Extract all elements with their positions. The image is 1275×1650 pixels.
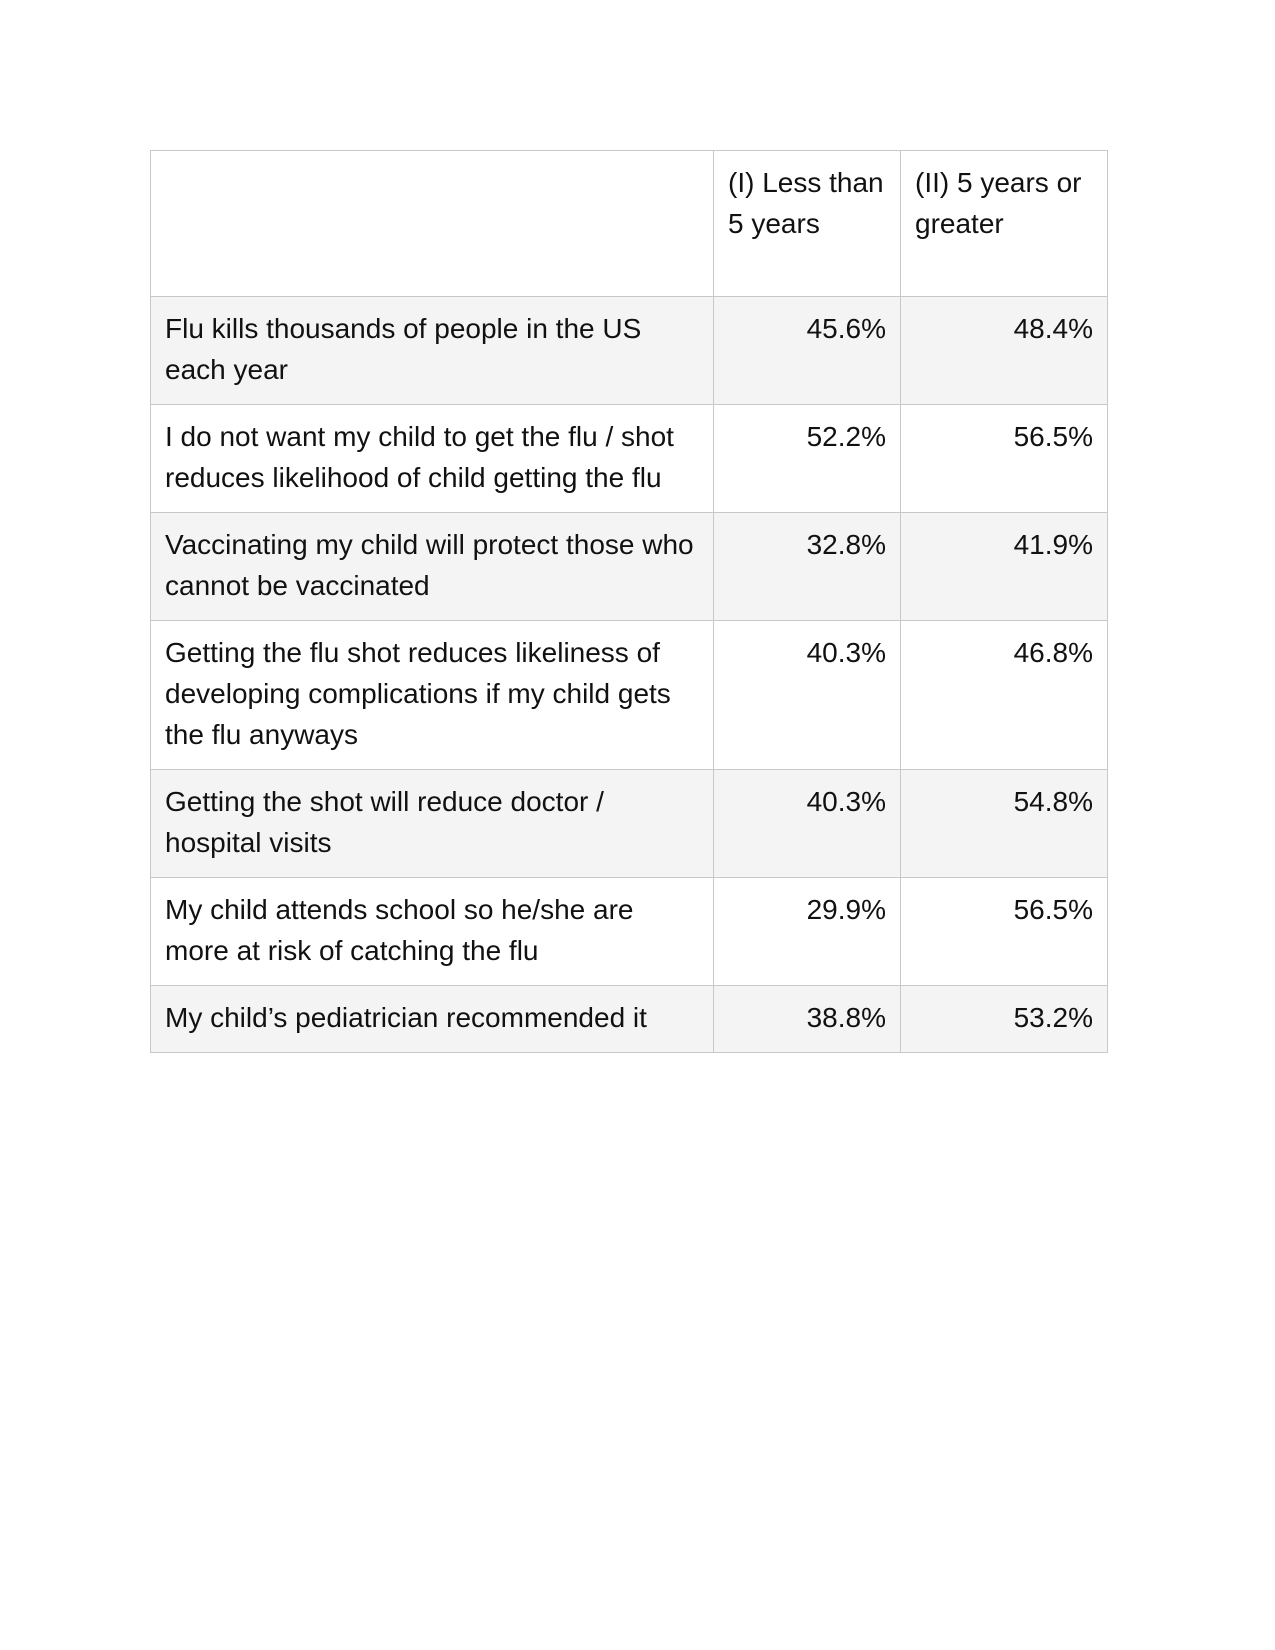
header-empty-cell <box>151 151 714 297</box>
row-label: Vaccinating my child will protect those who cannot be vaccinated <box>151 513 714 621</box>
table-row <box>151 878 1108 986</box>
row-value-less-than-5: 40.3% <box>714 621 901 770</box>
table-header-row <box>151 151 1108 297</box>
row-value-5-or-greater: 56.5% <box>901 405 1108 513</box>
row-value-less-than-5: 38.8% <box>714 986 901 1053</box>
row-label: Getting the flu shot reduces likeliness of developing complications if my child gets the flu anyways <box>151 621 714 770</box>
row-value-less-than-5: 52.2% <box>714 405 901 513</box>
row-label: I do not want my child to get the flu / shot reduces likelihood of child getting the flu <box>151 405 714 513</box>
row-value-5-or-greater: 53.2% <box>901 986 1108 1053</box>
data-table <box>150 150 1108 1053</box>
table-row <box>151 297 1108 405</box>
row-label: Getting the shot will reduce doctor / hospital visits <box>151 770 714 878</box>
row-label: My child’s pediatrician recommended it <box>151 986 714 1053</box>
row-value-less-than-5: 45.6% <box>714 297 901 405</box>
table-row <box>151 405 1108 513</box>
header-5-years-or-greater: (II) 5 years or greater <box>901 151 1108 297</box>
row-value-5-or-greater: 41.9% <box>901 513 1108 621</box>
row-label: Flu kills thousands of people in the US each year <box>151 297 714 405</box>
row-value-less-than-5: 40.3% <box>714 770 901 878</box>
row-value-5-or-greater: 46.8% <box>901 621 1108 770</box>
row-label: My child attends school so he/she are more at risk of catching the flu <box>151 878 714 986</box>
row-value-5-or-greater: 48.4% <box>901 297 1108 405</box>
table-row <box>151 986 1108 1053</box>
row-value-less-than-5: 29.9% <box>714 878 901 986</box>
row-value-less-than-5: 32.8% <box>714 513 901 621</box>
table-row <box>151 621 1108 770</box>
row-value-5-or-greater: 54.8% <box>901 770 1108 878</box>
header-less-than-5-years: (I) Less than 5 years <box>714 151 901 297</box>
table-row <box>151 513 1108 621</box>
row-value-5-or-greater: 56.5% <box>901 878 1108 986</box>
table-row <box>151 770 1108 878</box>
